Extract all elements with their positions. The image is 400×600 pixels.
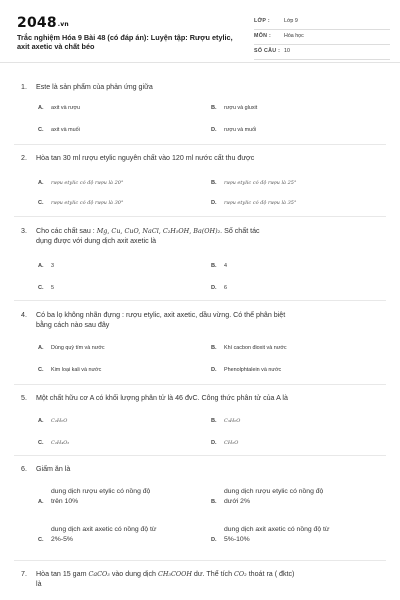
question-stem: Este là sản phẩm của phản ứng giữa: [36, 83, 153, 91]
question-number: 7.: [21, 570, 27, 578]
option-c[interactable]: [38, 284, 54, 292]
header: [0, 0, 400, 63]
question-text: [14, 226, 386, 246]
option-d[interactable]: [211, 525, 381, 545]
option-letter: C.: [38, 285, 44, 291]
option-letter: B.: [211, 499, 217, 505]
divider: [14, 560, 386, 561]
meta-value: Hóa học: [284, 33, 304, 39]
option-d[interactable]: [211, 284, 227, 292]
question-6: [14, 464, 386, 543]
option-b[interactable]: [211, 179, 296, 187]
option-b[interactable]: [211, 344, 287, 352]
meta-key: SỐ CÂU :: [254, 48, 281, 54]
option-text: C₃H₆O: [224, 418, 241, 424]
question-stem: Có ba lọ không nhãn đựng : rượu etylic, axit axetic, dầu vừng. Có thể phân biệt: [36, 311, 286, 319]
question-stem-suffix: thoát ra ( đktc): [246, 570, 295, 578]
divider: [14, 144, 386, 145]
question-stem-suffix: . Số chất tác: [220, 227, 260, 235]
option-b[interactable]: [211, 417, 240, 425]
option-text: axit và rượu: [51, 105, 81, 111]
option-letter: D.: [211, 285, 217, 291]
option-b[interactable]: [211, 104, 257, 112]
option-d[interactable]: [211, 199, 296, 207]
option-letter: D.: [211, 440, 217, 446]
logo-suffix: .vn: [57, 21, 69, 28]
option-text: C₂H₆O: [51, 418, 68, 424]
option-text: 4: [224, 263, 227, 269]
question-formula: Mg, Cu, CuO, NaCl, C₂H₅OH, Ba(OH)₂: [96, 227, 221, 235]
question-text: [14, 393, 386, 403]
formula-ch3cooh: CH₃COOH: [157, 570, 192, 578]
page-title: Trắc nghiệm Hóa 9 Bài 48 (có đáp án): Luyện tập: Rượu etylic, axit axetic và chất béo: [17, 33, 233, 51]
option-text: Khí cacbon đioxit và nước: [224, 345, 287, 351]
question-stem-prefix: Hòa tan 15 gam: [36, 570, 89, 578]
question-7: [14, 569, 386, 589]
meta-row-count: [254, 45, 390, 60]
option-text: rượu và gluxit: [224, 105, 258, 111]
question-stem-prefix: Cho các chất sau :: [36, 227, 97, 235]
option-text: dung dịch axit axetic có nồng độ từ: [224, 526, 330, 533]
option-letter: C.: [38, 440, 44, 446]
option-letter: B.: [211, 180, 217, 186]
question-number: 2.: [21, 154, 27, 162]
meta-value: Lớp 9: [284, 18, 298, 24]
option-text-line2: dưới 2%: [224, 498, 251, 505]
option-letter: A.: [38, 263, 44, 269]
option-b[interactable]: [211, 487, 381, 507]
option-text: 3: [51, 263, 54, 269]
option-letter: A.: [38, 499, 44, 505]
meta-row-subject: [254, 30, 390, 45]
option-letter: C.: [38, 367, 44, 373]
question-text: [14, 153, 386, 163]
option-c[interactable]: [38, 525, 198, 545]
question-1: [14, 82, 386, 133]
option-a[interactable]: [38, 344, 105, 352]
option-text: CH₂O: [224, 440, 239, 446]
option-text: Kim loại kali và nước: [51, 367, 102, 373]
option-text: Phenolphtalein và nước: [224, 367, 282, 373]
divider: [14, 216, 386, 217]
option-letter: A.: [38, 345, 44, 351]
option-text: rượu etylic có độ rượu là 25°: [224, 180, 297, 186]
question-stem-line2: dụng được với dung dịch axit axetic là: [36, 237, 157, 245]
question-stem: Một chất hữu cơ A có khối lượng phân tử là 46 đvC. Công thức phân tử của A là: [36, 394, 288, 402]
formula-co2: CO₂: [234, 570, 247, 578]
option-text-line2: trên 10%: [51, 498, 79, 505]
question-stem-line2: là: [36, 580, 42, 588]
option-letter: D.: [211, 367, 217, 373]
option-letter: A.: [38, 105, 44, 111]
option-c[interactable]: [38, 439, 69, 447]
option-letter: C.: [38, 537, 44, 543]
option-a[interactable]: [38, 417, 67, 425]
option-letter: A.: [38, 418, 44, 424]
option-c[interactable]: [38, 366, 101, 374]
question-stem-mid2: dư. Thể tích: [191, 570, 235, 578]
option-text: rượu etylic có độ rượu là 20°: [51, 180, 124, 186]
option-letter: C.: [38, 127, 44, 133]
option-text: 5: [51, 285, 54, 291]
logo-main: 2048: [17, 15, 57, 31]
divider: [14, 300, 386, 301]
option-text: 6: [224, 285, 227, 291]
meta-key: MÔN :: [254, 33, 272, 39]
option-text: dung dịch rượu etylic có nồng độ: [51, 488, 151, 495]
question-stem-mid: vào dung dịch: [109, 570, 158, 578]
option-d[interactable]: [211, 439, 238, 447]
option-letter: B.: [211, 105, 217, 111]
option-a[interactable]: [38, 487, 198, 507]
question-text: [14, 82, 386, 92]
option-text-line2: 2%-5%: [51, 536, 73, 543]
question-number: 4.: [21, 311, 27, 319]
option-letter: C.: [38, 200, 44, 206]
option-text: rượu và muối: [224, 127, 257, 133]
option-c[interactable]: [38, 199, 123, 207]
meta-key: LỚP :: [254, 18, 270, 24]
option-a[interactable]: [38, 104, 80, 112]
option-text: C₂H₄O₂: [51, 440, 70, 446]
option-letter: D.: [211, 200, 217, 206]
option-d[interactable]: [211, 366, 281, 374]
meta-row-class: [254, 15, 390, 30]
option-letter: B.: [211, 263, 217, 269]
divider: [14, 455, 386, 456]
option-letter: B.: [211, 345, 217, 351]
option-text: Dùng quỳ tím và nước: [51, 345, 105, 351]
option-text: axit và muối: [51, 127, 80, 133]
question-2: [14, 153, 386, 206]
option-d[interactable]: [211, 126, 256, 134]
option-letter: D.: [211, 127, 217, 133]
question-number: 6.: [21, 465, 27, 473]
question-text: [14, 310, 386, 330]
option-letter: D.: [211, 537, 217, 543]
question-5: [14, 393, 386, 446]
option-text: rượu etylic có độ rượu là 30°: [51, 200, 124, 206]
question-3: [14, 226, 386, 291]
option-a[interactable]: [38, 179, 123, 187]
formula-caco3: CaCO₃: [88, 570, 110, 578]
option-a[interactable]: [38, 262, 54, 270]
question-text: [14, 464, 386, 474]
meta-value: 10: [284, 48, 290, 54]
option-text: dung dịch axit axetic có nồng độ từ: [51, 526, 157, 533]
question-stem: Giấm ăn là: [36, 465, 71, 473]
question-number: 5.: [21, 394, 27, 402]
question-text: [14, 569, 386, 589]
option-letter: B.: [211, 418, 217, 424]
site-logo[interactable]: [17, 15, 69, 31]
option-text: dung dịch rượu etylic có nồng độ: [224, 488, 324, 495]
question-number: 1.: [21, 83, 27, 91]
question-stem-line2: bằng cách nào sau đây: [36, 321, 110, 329]
question-stem: Hòa tan 30 ml rượu etylic nguyên chất vào 120 ml nước cất thu được: [36, 154, 255, 162]
divider: [14, 384, 386, 385]
question-number: 3.: [21, 227, 27, 235]
meta-table: [254, 15, 390, 60]
option-b[interactable]: [211, 262, 227, 270]
option-text-line2: 5%-10%: [224, 536, 250, 543]
question-4: [14, 310, 386, 373]
option-text: rượu etylic có độ rượu là 35°: [224, 200, 297, 206]
option-letter: A.: [38, 180, 44, 186]
option-c[interactable]: [38, 126, 80, 134]
